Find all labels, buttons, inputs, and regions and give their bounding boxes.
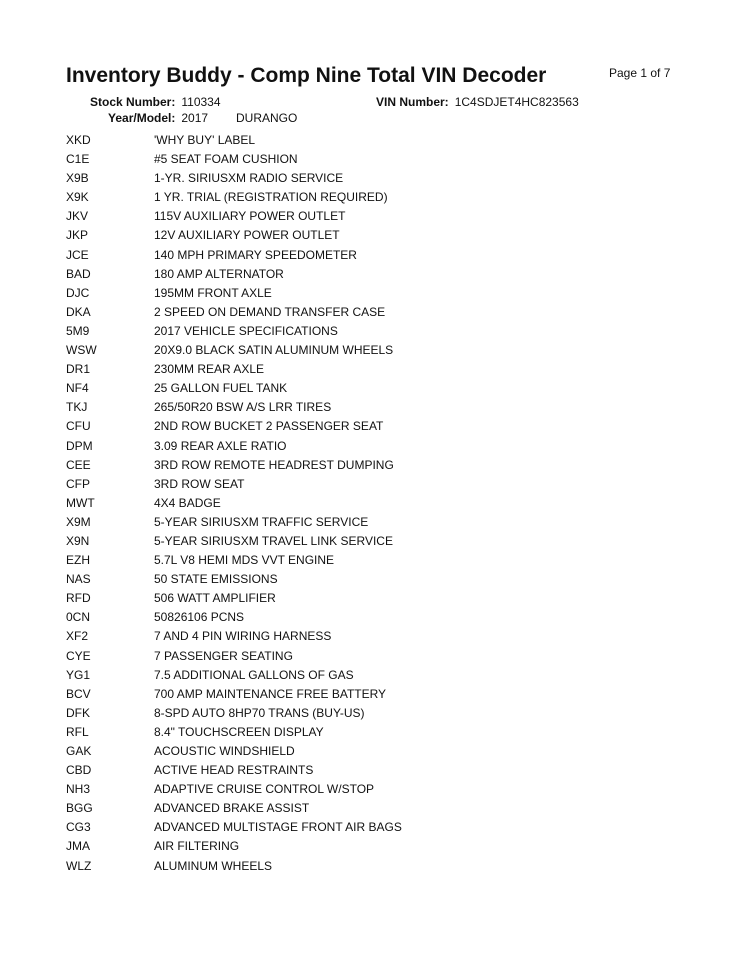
page-number: Page 1 of 7: [609, 66, 671, 80]
option-description: 4X4 BADGE: [154, 495, 221, 510]
option-description: 700 AMP MAINTENANCE FREE BATTERY: [154, 686, 387, 701]
option-description: 50826106 PCNS: [154, 610, 245, 625]
vin-number: [376, 95, 579, 109]
option-description: 5.7L V8 HEMI MDS VVT ENGINE: [154, 553, 335, 568]
option-code: MWT: [66, 495, 95, 510]
option-code: DPM: [66, 438, 93, 453]
option-description: ADVANCED BRAKE ASSIST: [154, 801, 310, 816]
year-model-label: Year/Model:: [108, 111, 176, 125]
option-description: #5 SEAT FOAM CUSHION: [154, 152, 298, 167]
option-description: 'WHY BUY' LABEL: [154, 133, 256, 147]
option-code: 5M9: [66, 323, 90, 338]
option-description: 180 AMP ALTERNATOR: [154, 266, 284, 281]
option-row: [66, 685, 706, 704]
option-description: AIR FILTERING: [154, 839, 240, 854]
option-row: [66, 417, 706, 436]
option-code: CG3: [66, 820, 91, 835]
option-code: BGG: [66, 801, 93, 816]
option-description: 265/50R20 BSW A/S LRR TIRES: [154, 400, 332, 415]
option-description: 50 STATE EMISSIONS: [154, 572, 278, 587]
option-row: [66, 398, 706, 417]
option-description: ACTIVE HEAD RESTRAINTS: [154, 763, 314, 778]
option-code: JKV: [66, 209, 89, 224]
option-code: DJC: [66, 285, 90, 300]
option-row: [66, 818, 706, 837]
stock-number-value: 110334: [181, 95, 221, 109]
option-description: 7 AND 4 PIN WIRING HARNESS: [154, 629, 332, 644]
option-code: BCV: [66, 686, 91, 701]
option-code: JCE: [66, 247, 89, 262]
option-row: [66, 456, 706, 475]
option-description: 1 YR. TRIAL (REGISTRATION REQUIRED): [154, 190, 388, 205]
option-code: NAS: [66, 572, 91, 587]
option-description: 2 SPEED ON DEMAND TRANSFER CASE: [154, 304, 386, 319]
option-code: C1E: [66, 152, 90, 167]
option-code: XKD: [66, 133, 91, 147]
option-row: [66, 570, 706, 589]
vin-number-value: 1C4SDJET4HC823563: [454, 95, 579, 109]
stock-number: [90, 95, 221, 109]
option-code: GAK: [66, 744, 92, 758]
option-row: [66, 627, 706, 646]
option-code: NF4: [66, 381, 89, 396]
option-description: ACOUSTIC WINDSHIELD: [154, 744, 295, 758]
option-code: X9B: [66, 171, 89, 186]
option-row: [66, 799, 706, 818]
option-description: 20X9.0 BLACK SATIN ALUMINUM WHEELS: [154, 343, 394, 358]
option-code: NH3: [66, 782, 91, 797]
option-code: DFK: [66, 705, 90, 720]
option-row: [66, 723, 706, 742]
option-description: 25 GALLON FUEL TANK: [154, 381, 288, 396]
option-description: ALUMINUM WHEELS: [154, 858, 273, 873]
option-row: [66, 188, 706, 207]
option-row: [66, 666, 706, 685]
option-code: BAD: [66, 266, 91, 281]
option-code: WSW: [66, 343, 97, 358]
option-code: X9K: [66, 190, 89, 205]
option-row: [66, 246, 706, 265]
option-row: [66, 704, 706, 723]
option-description: 3.09 REAR AXLE RATIO: [154, 438, 287, 453]
option-code: 0CN: [66, 610, 91, 625]
option-description: 5-YEAR SIRIUSXM TRAVEL LINK SERVICE: [154, 533, 393, 548]
option-description: 7 PASSENGER SEATING: [154, 648, 293, 663]
option-row: [66, 837, 706, 856]
option-row: [66, 513, 706, 532]
option-row: [66, 532, 706, 551]
option-row: [66, 265, 706, 284]
option-code: DR1: [66, 362, 91, 377]
option-row: [66, 341, 706, 360]
option-row: [66, 857, 706, 876]
option-row: [66, 647, 706, 666]
option-code: X9M: [66, 514, 91, 529]
option-description: 506 WATT AMPLIFIER: [154, 591, 276, 606]
option-row: [66, 360, 706, 379]
option-description: 195MM FRONT AXLE: [154, 285, 272, 300]
option-description: 5-YEAR SIRIUSXM TRAFFIC SERVICE: [154, 514, 369, 529]
option-row: [66, 207, 706, 226]
option-code: RFD: [66, 591, 91, 606]
option-row: [66, 150, 706, 169]
option-row: [66, 322, 706, 341]
year-model: [108, 111, 208, 125]
option-row: [66, 131, 706, 150]
year-value: 2017: [181, 111, 209, 125]
option-row: [66, 494, 706, 513]
option-description: ADAPTIVE CRUISE CONTROL W/STOP: [154, 782, 375, 797]
option-code: CEE: [66, 457, 91, 472]
option-description: 8-SPD AUTO 8HP70 TRANS (BUY-US): [154, 705, 365, 720]
option-code: CFU: [66, 419, 91, 434]
option-description: 230MM REAR AXLE: [154, 362, 265, 377]
option-row: [66, 608, 706, 627]
option-row: [66, 761, 706, 780]
option-description: 2ND ROW BUCKET 2 PASSENGER SEAT: [154, 419, 384, 434]
option-row: [66, 169, 706, 188]
option-row: [66, 284, 706, 303]
option-description: 3RD ROW SEAT: [154, 476, 245, 491]
option-row: [66, 742, 706, 761]
option-code: WLZ: [66, 858, 92, 873]
option-code: CBD: [66, 763, 92, 778]
option-code: YG1: [66, 667, 91, 682]
option-description: ADVANCED MULTISTAGE FRONT AIR BAGS: [154, 820, 402, 835]
option-description: 2017 VEHICLE SPECIFICATIONS: [154, 323, 338, 338]
option-description: 8.4" TOUCHSCREEN DISPLAY: [154, 724, 324, 739]
option-code: TKJ: [66, 400, 88, 415]
model-value: DURANGO: [236, 111, 298, 125]
option-description: 7.5 ADDITIONAL GALLONS OF GAS: [154, 667, 354, 682]
option-code: XF2: [66, 629, 89, 644]
vin-number-label: VIN Number:: [376, 95, 449, 109]
option-row: [66, 780, 706, 799]
option-code: X9N: [66, 533, 90, 548]
option-row: [66, 379, 706, 398]
stock-number-label: Stock Number:: [90, 95, 176, 109]
option-code: DKA: [66, 304, 91, 319]
option-row: [66, 303, 706, 322]
option-row: [66, 437, 706, 456]
option-description: 1-YR. SIRIUSXM RADIO SERVICE: [154, 171, 344, 186]
option-code: CFP: [66, 476, 90, 491]
option-description: 3RD ROW REMOTE HEADREST DUMPING: [154, 457, 394, 472]
option-code: EZH: [66, 553, 90, 568]
option-description: 140 MPH PRIMARY SPEEDOMETER: [154, 247, 357, 262]
option-code: CYE: [66, 648, 91, 663]
option-code: RFL: [66, 724, 89, 739]
option-description: 115V AUXILIARY POWER OUTLET: [154, 209, 346, 224]
option-list: [66, 131, 706, 876]
page-title: Inventory Buddy - Comp Nine Total VIN Decoder: [66, 64, 547, 87]
option-code: JKP: [66, 228, 89, 243]
option-row: [66, 475, 706, 494]
option-row: [66, 551, 706, 570]
option-code: JMA: [66, 839, 90, 854]
option-description: 12V AUXILIARY POWER OUTLET: [154, 228, 340, 243]
option-row: [66, 226, 706, 245]
option-row: [66, 589, 706, 608]
